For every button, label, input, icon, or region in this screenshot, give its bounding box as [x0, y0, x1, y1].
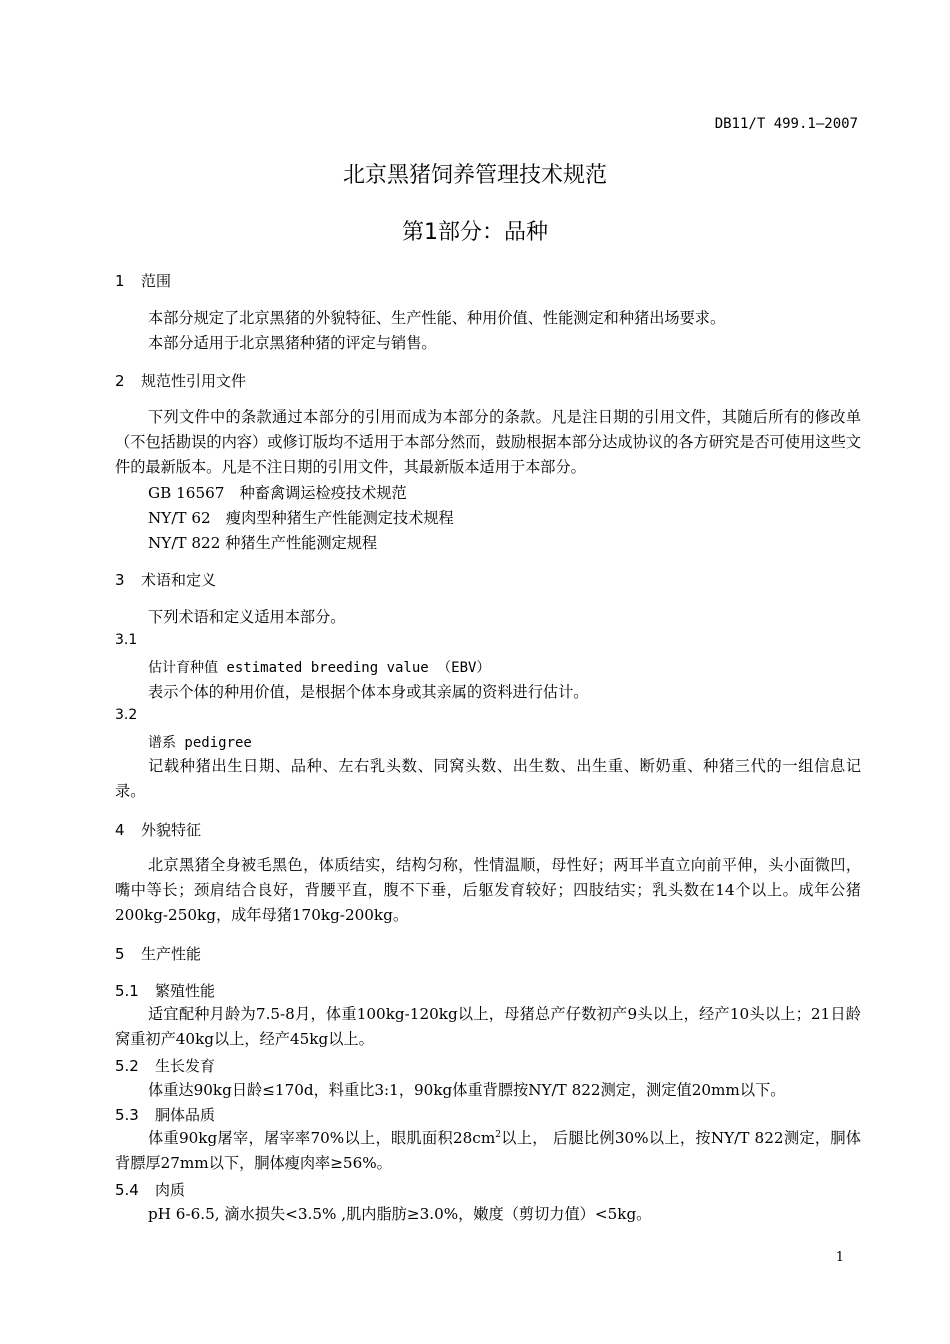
subsection-5-1-text: 适宜配种月龄为7.5-8月，体重100kg-120kg以上，母猪总产仔数初产9头以上，经产10头以上；21日龄窝重初产40kg以上，经产45kg以上。: [115, 1005, 861, 1048]
section-3-heading: [115, 569, 216, 590]
section-2-heading: [115, 370, 246, 391]
term-definition: 记载种猪出生日期、品种、左右乳头数、同窝头数、出生数、出生重、断奶重、种猪三代的一组信息记录。: [115, 757, 861, 800]
subsection-5-1-heading: [115, 980, 215, 1001]
section-2-paragraph: 下列文件中的条款通过本部分的引用而成为本部分的条款。凡是注日期的引用文件，其随后所有的修改单（不包括勘误的内容）或修订版均不适用于本部分然而，鼓励根据本部分达成协议的各方研究是否可使用这些文件的最新版本。凡是不注日期的引用文件，其最新版本适用于本部分。: [115, 408, 861, 476]
term-number: 3.2: [115, 707, 138, 723]
reference-item: GB 16567 种畜禽调运检疫技术规范: [148, 484, 407, 502]
document-subtitle: 第1部分：品种: [402, 220, 548, 245]
section-4-paragraph: 北京黑猪全身被毛黑色，体质结实，结构匀称，性情温顺，母性好；两耳半直立向前平伸，头小面微凹，嘴中等长；颈肩结合良好，背腰平直，腹不下垂，后躯发育较好；四肢结实；乳头数在14个以上。成年公猪200kg-250kg，成年母猪170kg-200kg。: [115, 856, 861, 924]
section-number: 5: [115, 945, 125, 963]
reference-item: NY/T 822 种猪生产性能测定规程: [148, 534, 378, 552]
section-4-heading: [115, 819, 201, 840]
subsection-number: 5.4: [115, 1181, 139, 1199]
section-title: 外貌特征: [141, 821, 202, 839]
section-title: 规范性引用文件: [141, 372, 247, 390]
subsection-5-4-heading: [115, 1179, 185, 1200]
subsection-number: 5.3: [115, 1106, 139, 1124]
section-title: 术语和定义: [141, 571, 217, 589]
section-title: 范围: [141, 272, 172, 290]
page-number: 1: [835, 1250, 844, 1265]
term-heading: 谱系 pedigree: [148, 735, 252, 751]
subsection-5-2-heading: [115, 1055, 215, 1076]
term-heading: 估计育种值 estimated breeding value （EBV）: [148, 660, 491, 676]
section-1-paragraph-1: 本部分规定了北京黑猪的外貌特征、生产性能、种用价值、性能测定和种猪出场要求。: [148, 309, 726, 327]
section-number: 1: [115, 272, 125, 290]
document-number: DB11/T 499.1—2007: [714, 116, 858, 132]
subsection-number: 5.2: [115, 1057, 139, 1075]
reference-item: NY/T 62 瘦肉型种猪生产性能测定技术规程: [148, 509, 454, 527]
subsection-title: 生长发育: [155, 1057, 216, 1075]
subsection-number: 5.1: [115, 982, 139, 1000]
subsection-title: 胴体品质: [155, 1106, 216, 1124]
subsection-5-3-heading: [115, 1104, 215, 1125]
section-1-heading: [115, 270, 171, 291]
section-number: 4: [115, 821, 125, 839]
subsection-5-4-text: pH 6-6.5, 滴水损失<3.5% ,肌内脂肪≥3.0%，嫩度（剪切力值）<5kg。: [148, 1205, 652, 1223]
document-title: 北京黑猪饲养管理技术规范: [342, 163, 607, 188]
subsection-5-3-text: 体重90kg屠宰，屠宰率70%以上，眼肌面积$28cm^2$以上， 后腿比例30%以上，按NY/T 822测定，胴体背膘厚27mm以下，胴体瘦肉率≥56%。: [115, 1129, 861, 1172]
superscript: 2: [495, 1129, 501, 1140]
subsection-title: 肉质: [155, 1181, 186, 1199]
section-title: 生产性能: [141, 945, 202, 963]
term-number: 3.1: [115, 632, 138, 648]
section-number: 3: [115, 571, 125, 589]
term-definition: 表示个体的种用价值，是根据个体本身或其亲属的资料进行估计。: [148, 683, 589, 701]
section-5-heading: [115, 943, 201, 964]
subsection-title: 繁殖性能: [155, 982, 216, 1000]
section-number: 2: [115, 372, 125, 390]
section-1-paragraph-2: 本部分适用于北京黑猪种猪的评定与销售。: [148, 334, 437, 352]
subsection-5-2-text: 体重达90kg日龄≤170d，料重比3:1，90kg体重背膘按NY/T 822测定，测定值20mm以下。: [148, 1081, 786, 1099]
section-3-paragraph: 下列术语和定义适用本部分。: [148, 608, 346, 626]
